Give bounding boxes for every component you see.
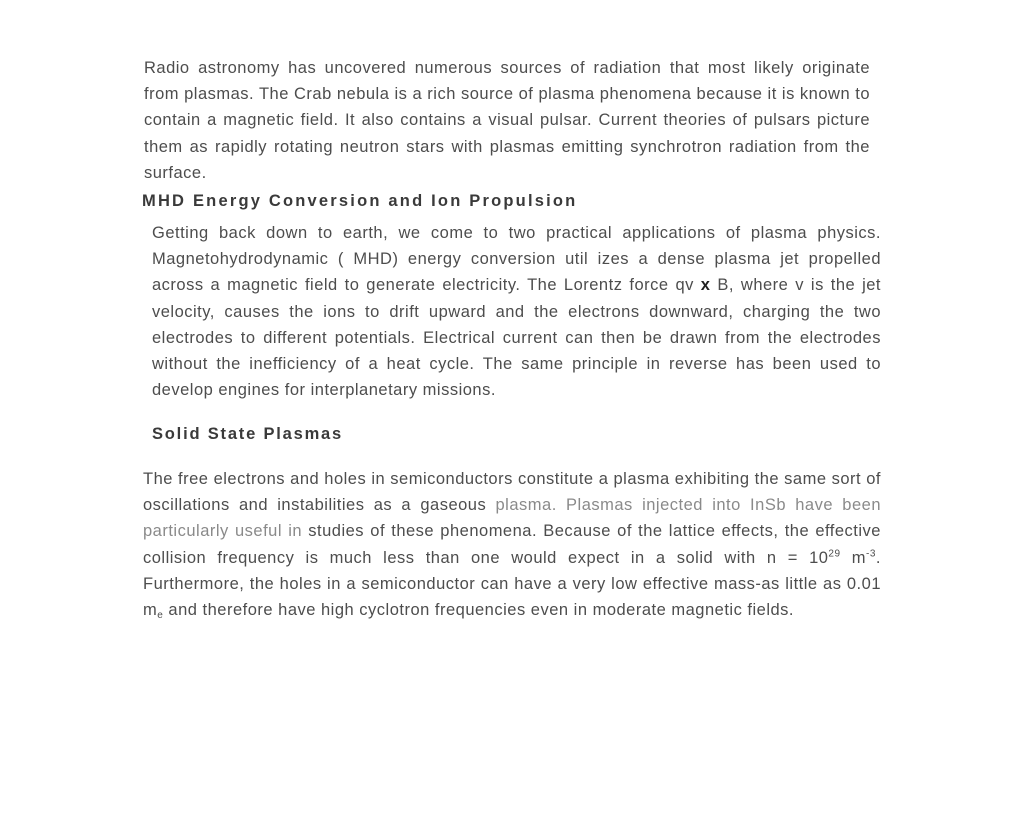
mhd-paragraph <box>152 220 881 403</box>
unit-exponent: -3 <box>866 548 876 560</box>
mhd-text-b: B, where v is the jet velocity, causes the ions to drift upward and the electrons downward, charging the two electrodes to different potentials. Electrical current can then be drawn from the electrodes without the inefficiency of a heat cycle. The same principle in reverse has been used to develop engines for interplanetary missions. <box>152 276 882 400</box>
solid-text-b: studies of these phenomena. Because of the lattice effects, the effective collision frequency is much less than one would expect in a solid with n = 10 <box>143 522 881 567</box>
solid-text-light: plasma. Plasmas injected into InSb have been particularly useful in <box>143 496 882 541</box>
solid-text-a: The free electrons and holes in semiconductors constitute a plasma exhibiting the same sort of oscillations and instabilities as a gaseous <box>143 470 881 515</box>
electron-mass-subscript: e <box>157 610 164 622</box>
density-unit: m <box>851 548 866 567</box>
section-heading-solid-state: Solid State Plasmas <box>152 425 344 443</box>
mhd-text-a: Getting back down to earth, we come to two practical applications of plasma physics. Magnetohydrodynamic ( MHD) energy conversion util izes a dense plasma jet propelled across a magnetic field to generate electricity. The Lorentz force qv <box>152 224 881 295</box>
solid-text-d: and therefore have high cyclotron frequencies even in moderate magnetic fields. <box>168 601 795 620</box>
solid-text-c: . Furthermore, the holes in a semiconductor can have a very low effective mass-as little as 0.01 m <box>143 548 881 620</box>
density-exponent: 29 <box>828 548 841 560</box>
section-heading-mhd: MHD Energy Conversion and Ion Propulsion <box>142 192 578 210</box>
intro-paragraph: Radio astronomy has uncovered numerous sources of radiation that most likely originate from plasmas. The Crab nebula is a rich source of plasma phenomena because it is known to contain a magnetic field. It also contains a visual pulsar. Current theories of pulsars picture them as rapidly rotating neutron stars with plasmas emitting synchrotron radiation from the surface. <box>144 59 870 182</box>
solid-state-paragraph <box>143 466 881 623</box>
cross-product-symbol: x <box>700 276 711 295</box>
